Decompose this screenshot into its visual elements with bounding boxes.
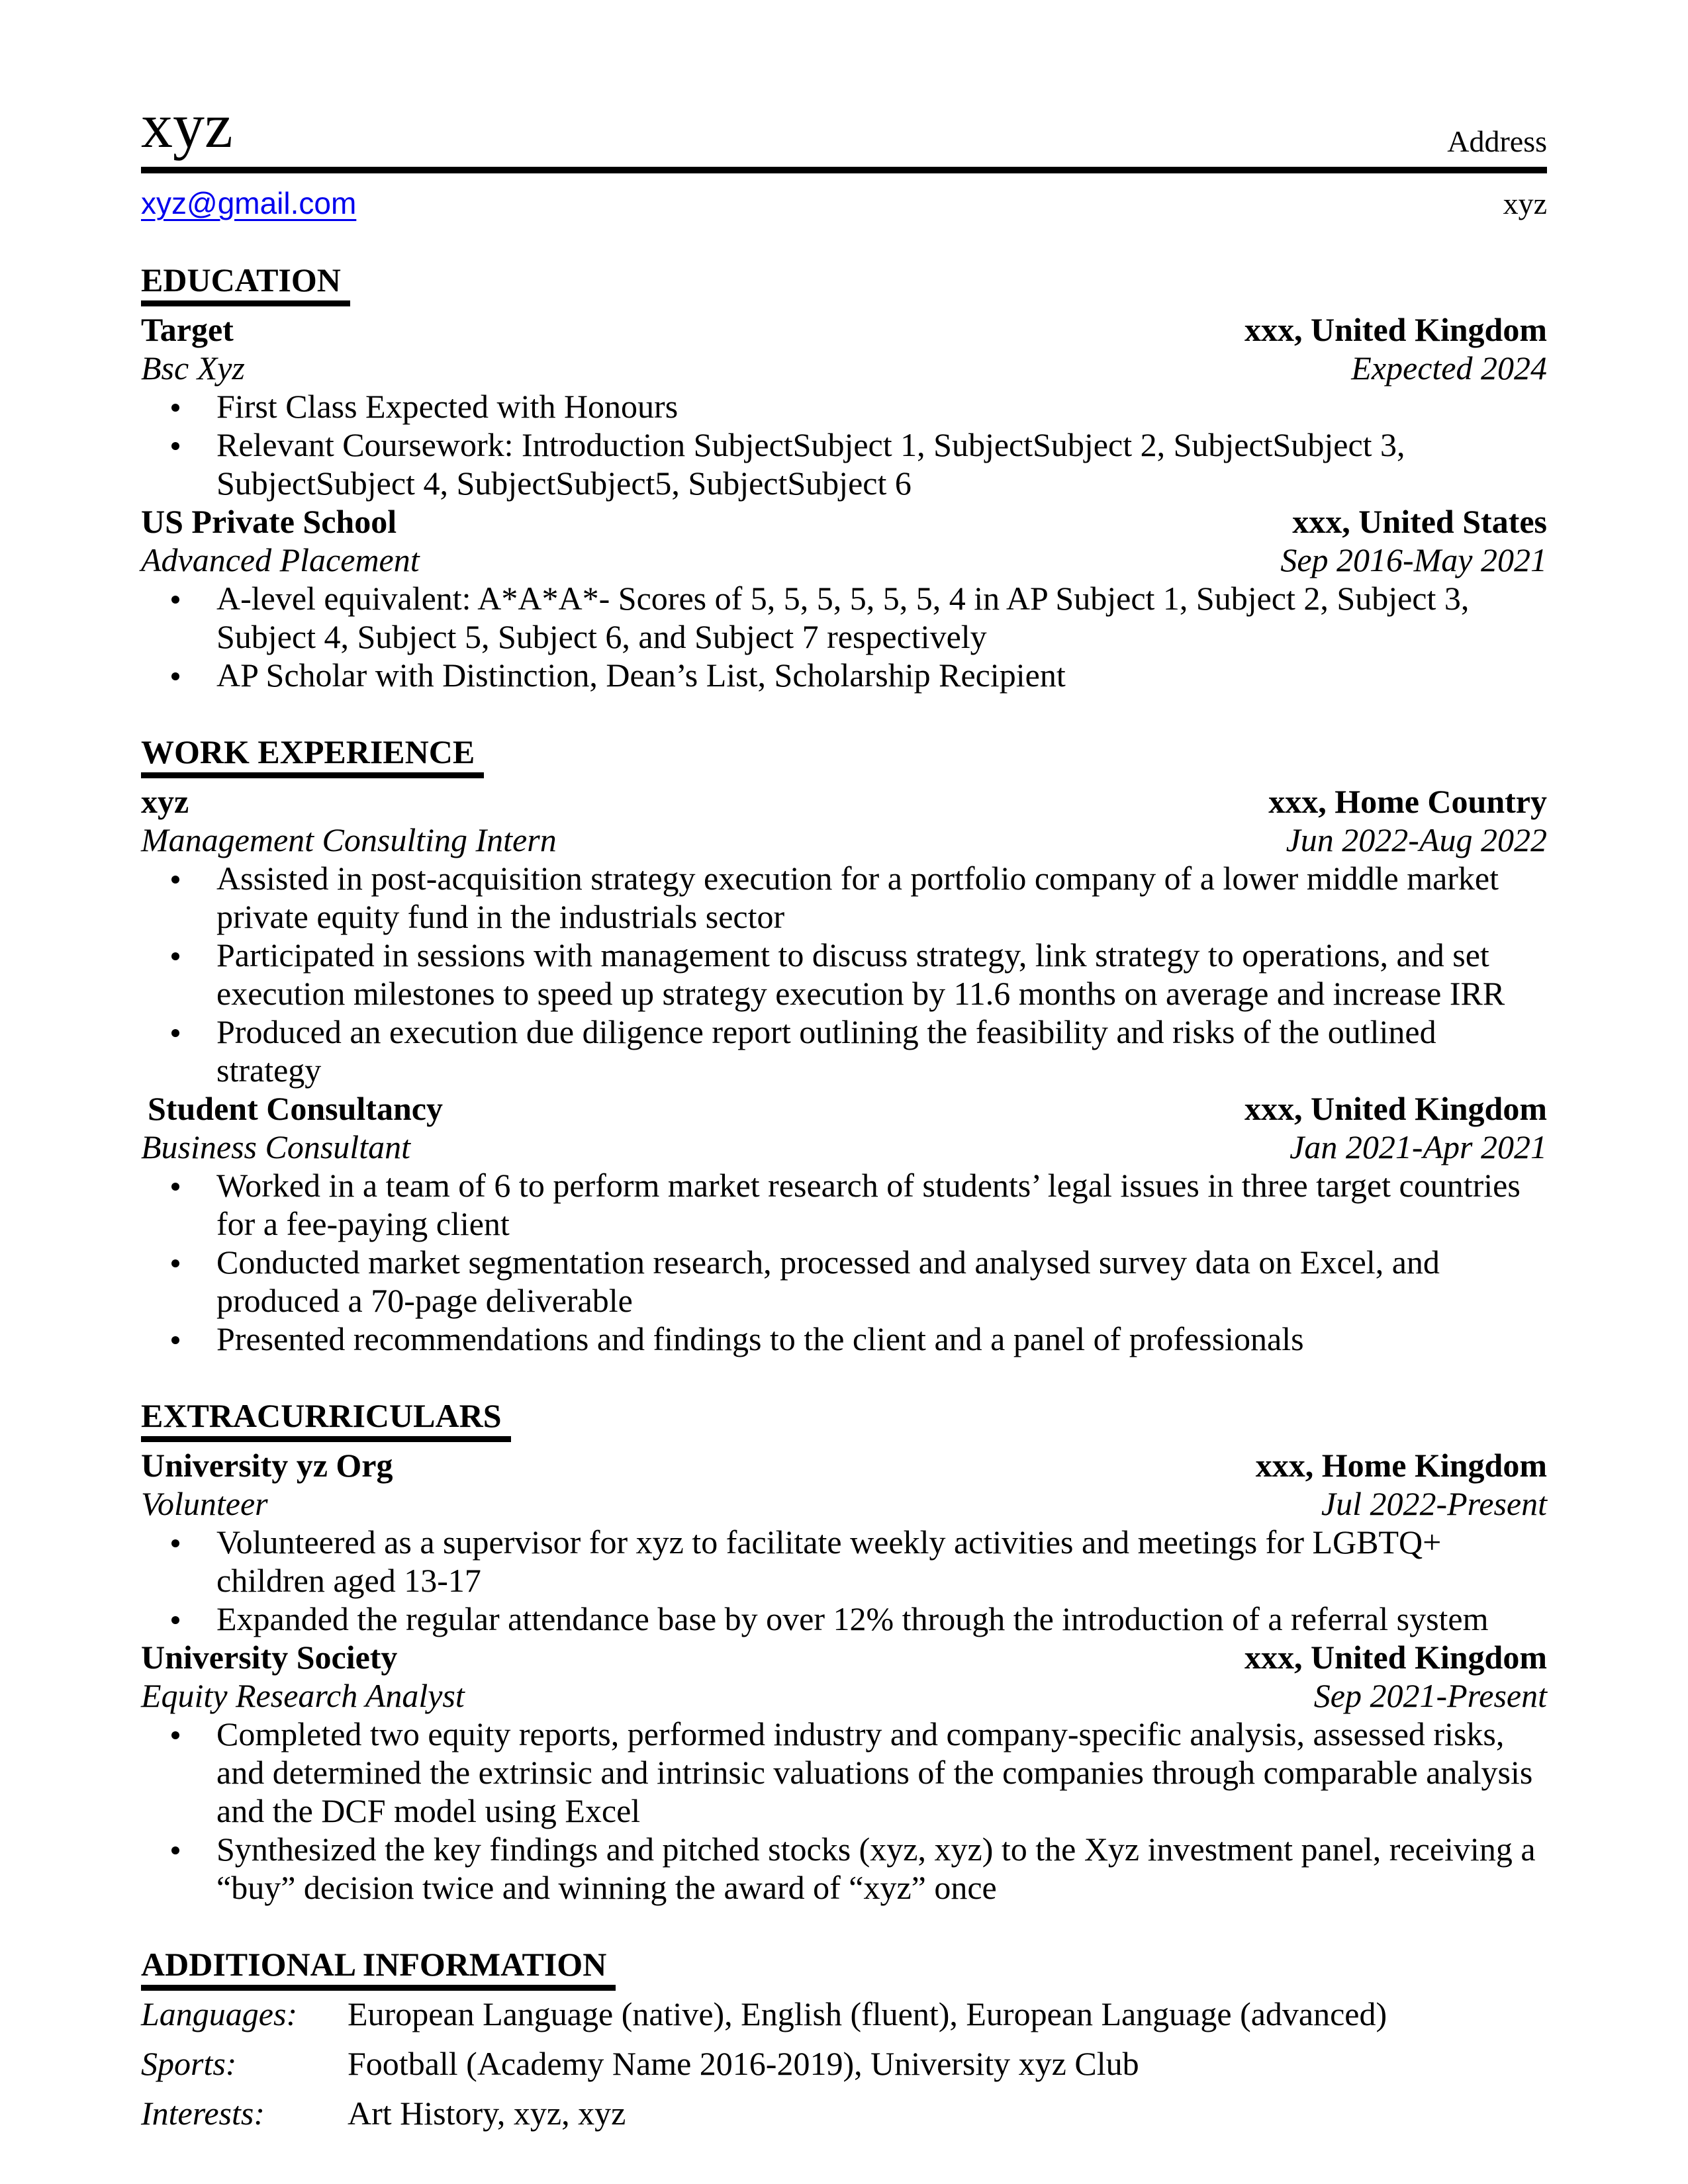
info-label: Languages:: [141, 1995, 298, 2032]
entry-header-line: [141, 310, 1547, 349]
candidate-name: xyz: [141, 90, 233, 161]
entry-dates: Sep 2021-Present: [1313, 1677, 1547, 1714]
entry-location: xxx, United Kingdom: [1244, 1639, 1547, 1676]
entry-header-line: [141, 1089, 1547, 1128]
extracurricular-entry: [141, 1446, 1547, 1638]
entry-role-line: [141, 1128, 1547, 1166]
bullet-list: [141, 579, 1547, 694]
extracurricular-entry: [141, 1638, 1547, 1907]
info-row-languages: [141, 1995, 1547, 2033]
section-work-experience: [141, 733, 1547, 1358]
entry-location: xxx, Home Kingdom: [1255, 1447, 1547, 1484]
bullet-list: [141, 387, 1547, 502]
section-extracurriculars: [141, 1396, 1547, 1907]
section-additional-information: [141, 1945, 1547, 2132]
section-heading: EXTRACURRICULARS: [141, 1396, 511, 1442]
entry-org: US Private School: [141, 503, 397, 540]
entry-location: xxx, Home Country: [1268, 783, 1547, 820]
entry-role: Volunteer: [141, 1485, 268, 1522]
header-contact-row: [141, 184, 1547, 222]
bullet-list: [141, 1166, 1547, 1358]
entry-role: Management Consulting Intern: [141, 821, 557, 858]
bullet-item: Assisted in post-acquisition strategy execution for a portfolio company of a lower middle market private equity fund in the industrials sector: [216, 859, 1547, 936]
bullet-item: Relevant Coursework: Introduction SubjectSubject 1, SubjectSubject 2, SubjectSubject 3, SubjectSubject 4, SubjectSubject5, SubjectSubject 6: [216, 426, 1547, 502]
bullet-item: Synthesized the key findings and pitched stocks (xyz, xyz) to the Xyz investment panel, receiving a “buy” decision twice and winning the award of “xyz” once: [216, 1830, 1547, 1907]
bullet-item: Completed two equity reports, performed industry and company-specific analysis, assessed risks, and determined the extrinsic and intrinsic valuations of the companies through comparable analysis and the DCF model using Excel: [216, 1715, 1547, 1830]
entry-role-line: [141, 1676, 1547, 1715]
info-label: Interests:: [141, 2095, 265, 2132]
entry-location: xxx, United Kingdom: [1244, 311, 1547, 348]
education-entry: [141, 502, 1547, 694]
bullet-item: Conducted market segmentation research, processed and analysed survey data on Excel, and produced a 70-page deliverable: [216, 1243, 1547, 1320]
entry-header-line: [141, 1638, 1547, 1676]
info-row-sports: [141, 2044, 1547, 2083]
bullet-list: [141, 1523, 1547, 1638]
entry-org: Target: [141, 311, 234, 348]
section-heading: ADDITIONAL INFORMATION: [141, 1945, 616, 1991]
info-value: Art History, xyz, xyz: [348, 2095, 626, 2132]
entry-role-line: [141, 1484, 1547, 1523]
section-heading: EDUCATION: [141, 261, 350, 306]
bullet-item: First Class Expected with Honours: [216, 387, 1547, 426]
entry-location: xxx, United States: [1292, 503, 1547, 540]
entry-dates: Sep 2016-May 2021: [1280, 541, 1547, 578]
bullet-item: A-level equivalent: A*A*A*- Scores of 5, 5, 5, 5, 5, 5, 4 in AP Subject 1, Subject 2, Subject 3, Subject 4, Subject 5, Subject 6, and Subject 7 respectively: [216, 579, 1547, 656]
info-label: Sports:: [141, 2045, 237, 2082]
bullet-item: Expanded the regular attendance base by over 12% through the introduction of a referral system: [216, 1600, 1547, 1638]
education-entry: [141, 310, 1547, 502]
entry-role: Bsc Xyz: [141, 349, 245, 387]
contact-right: xyz: [1503, 187, 1547, 220]
info-value: European Language (native), English (fluent), European Language (advanced): [348, 1995, 1387, 2032]
entry-dates: Jul 2022-Present: [1321, 1485, 1547, 1522]
entry-dates: Jan 2021-Apr 2021: [1289, 1128, 1547, 1165]
info-row-interests: [141, 2094, 1547, 2132]
entry-org: University Society: [141, 1639, 398, 1676]
bullet-item: Worked in a team of 6 to perform market research of students’ legal issues in three target countries for a fee-paying client: [216, 1166, 1547, 1243]
entry-role-line: [141, 541, 1547, 579]
bullet-item: Presented recommendations and findings to the client and a panel of professionals: [216, 1320, 1547, 1358]
entry-location: xxx, United Kingdom: [1244, 1090, 1547, 1127]
entry-role: Business Consultant: [141, 1128, 410, 1165]
entry-role: Advanced Placement: [141, 541, 420, 578]
entry-header-line: [141, 782, 1547, 821]
entry-org: xyz: [141, 783, 189, 820]
bullet-item: Participated in sessions with management to discuss strategy, link strategy to operations, and set execution milestones to speed up strategy execution by 11.6 months on average and increase IRR: [216, 936, 1547, 1013]
entry-dates: Jun 2022-Aug 2022: [1286, 821, 1547, 858]
section-heading: WORK EXPERIENCE: [141, 733, 484, 778]
entry-org: University yz Org: [141, 1447, 393, 1484]
entry-role-line: [141, 349, 1547, 387]
section-education: [141, 261, 1547, 694]
entry-org: Student Consultancy: [148, 1090, 443, 1127]
address-label: Address: [1447, 124, 1547, 158]
bullet-item: Produced an execution due diligence report outlining the feasibility and risks of the outlined strategy: [216, 1013, 1547, 1089]
bullet-item: Volunteered as a supervisor for xyz to facilitate weekly activities and meetings for LGBTQ+ children aged 13-17: [216, 1523, 1547, 1600]
bullet-item: AP Scholar with Distinction, Dean’s List, Scholarship Recipient: [216, 656, 1547, 694]
bullet-list: [141, 859, 1547, 1089]
work-entry: [141, 782, 1547, 1089]
entry-header-line: [141, 1446, 1547, 1484]
entry-role: Equity Research Analyst: [141, 1677, 465, 1714]
entry-role-line: [141, 821, 1547, 859]
entry-dates: Expected 2024: [1351, 349, 1547, 387]
work-entry: [141, 1089, 1547, 1358]
bullet-list: [141, 1715, 1547, 1907]
email-link[interactable]: xyz@gmail.com: [141, 186, 357, 220]
header-rule: [141, 167, 1547, 173]
header: [141, 90, 1547, 161]
info-value: Football (Academy Name 2016-2019), University xyz Club: [348, 2045, 1139, 2082]
entry-header-line: [141, 502, 1547, 541]
